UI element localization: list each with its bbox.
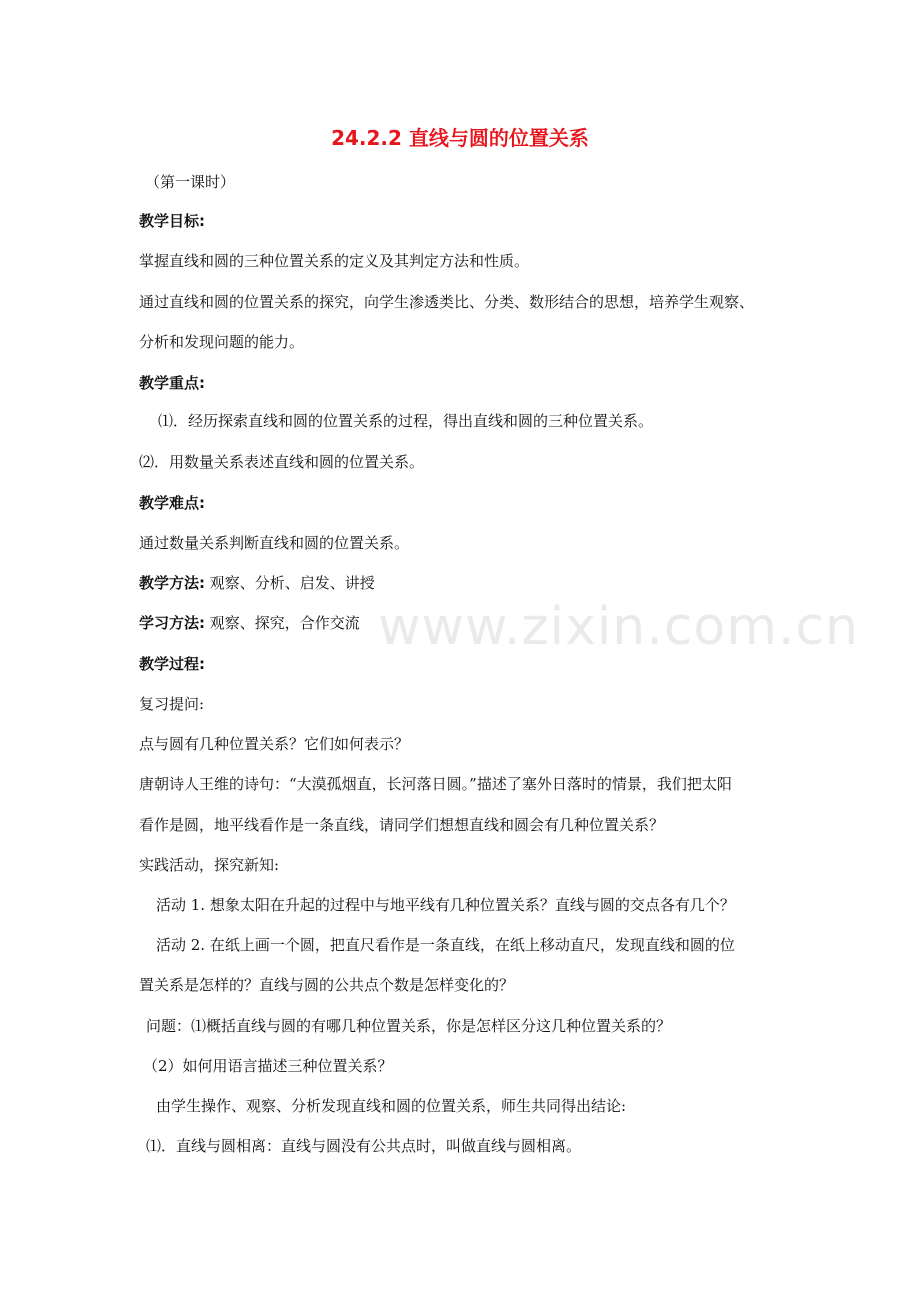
watermark-text: www.zixin.com.cn bbox=[378, 597, 859, 657]
process-line: 活动 1. 想象太阳在升起的过程中与地平线有几种位置关系？直线与圆的交点各有几个？ bbox=[156, 896, 735, 914]
process-line: 问题：⑴概括直线与圆的有哪几种位置关系，你是怎样区分这几种位置关系的？ bbox=[146, 1017, 672, 1035]
page-title: 24.2.2 直线与圆的位置关系 bbox=[331, 126, 589, 150]
difficulty-heading: 教学难点: bbox=[139, 494, 205, 512]
objective-line: 通过直线和圆的位置关系的探究，向学生渗透类比、分类、数形结合的思想，培养学生观察、 bbox=[139, 293, 755, 311]
learning-method-row bbox=[139, 613, 360, 633]
key-points-heading: 教学重点: bbox=[139, 374, 205, 392]
process-line: 实践活动，探究新知: bbox=[139, 856, 280, 874]
objective-line: 分析和发现问题的能力。 bbox=[139, 333, 305, 351]
process-line: （2）如何用语言描述三种位置关系？ bbox=[143, 1057, 393, 1075]
process-heading: 教学过程: bbox=[139, 655, 205, 673]
process-line: 看作是圆，地平线看作是一条直线，请同学们想想直线和圆会有几种位置关系？ bbox=[139, 816, 665, 834]
process-line: ⑴．直线与圆相离：直线与圆没有公共点时，叫做直线与圆相离。 bbox=[146, 1137, 582, 1155]
objectives-heading: 教学目标: bbox=[139, 212, 205, 230]
process-line: 复习提问: bbox=[139, 695, 205, 713]
key-point-line: ⑵．用数量关系表述直线和圆的位置关系。 bbox=[139, 453, 425, 471]
teaching-method-value: 观察、分析、启发、讲授 bbox=[209, 574, 375, 592]
process-line: 点与圆有几种位置关系？它们如何表示？ bbox=[139, 735, 410, 753]
learning-method-value: 观察、探究，合作交流 bbox=[209, 614, 360, 632]
lesson-subtitle: （第一课时） bbox=[145, 173, 236, 191]
process-line: 活动 2. 在纸上画一个圆，把直尺看作是一条直线，在纸上移动直尺，发现直线和圆的位 bbox=[156, 936, 735, 954]
difficulty-text: 通过数量关系判断直线和圆的位置关系。 bbox=[139, 534, 410, 552]
teaching-method-row bbox=[139, 573, 375, 593]
process-line: 唐朝诗人王维的诗句：“大漠孤烟直，长河落日圆。”描述了塞外日落时的情景，我们把太阳 bbox=[139, 775, 732, 793]
process-line: 由学生操作、观察、分析发现直线和圆的位置关系，师生共同得出结论: bbox=[156, 1097, 627, 1115]
teaching-method-label: 教学方法: bbox=[139, 574, 205, 592]
learning-method-label: 学习方法: bbox=[139, 614, 205, 632]
objective-line: 掌握直线和圆的三种位置关系的定义及其判定方法和性质。 bbox=[139, 252, 530, 270]
process-line: 置关系是怎样的？直线与圆的公共点个数是怎样变化的？ bbox=[139, 976, 515, 994]
key-point-line: ⑴．经历探索直线和圆的位置关系的过程，得出直线和圆的三种位置关系。 bbox=[158, 412, 654, 430]
